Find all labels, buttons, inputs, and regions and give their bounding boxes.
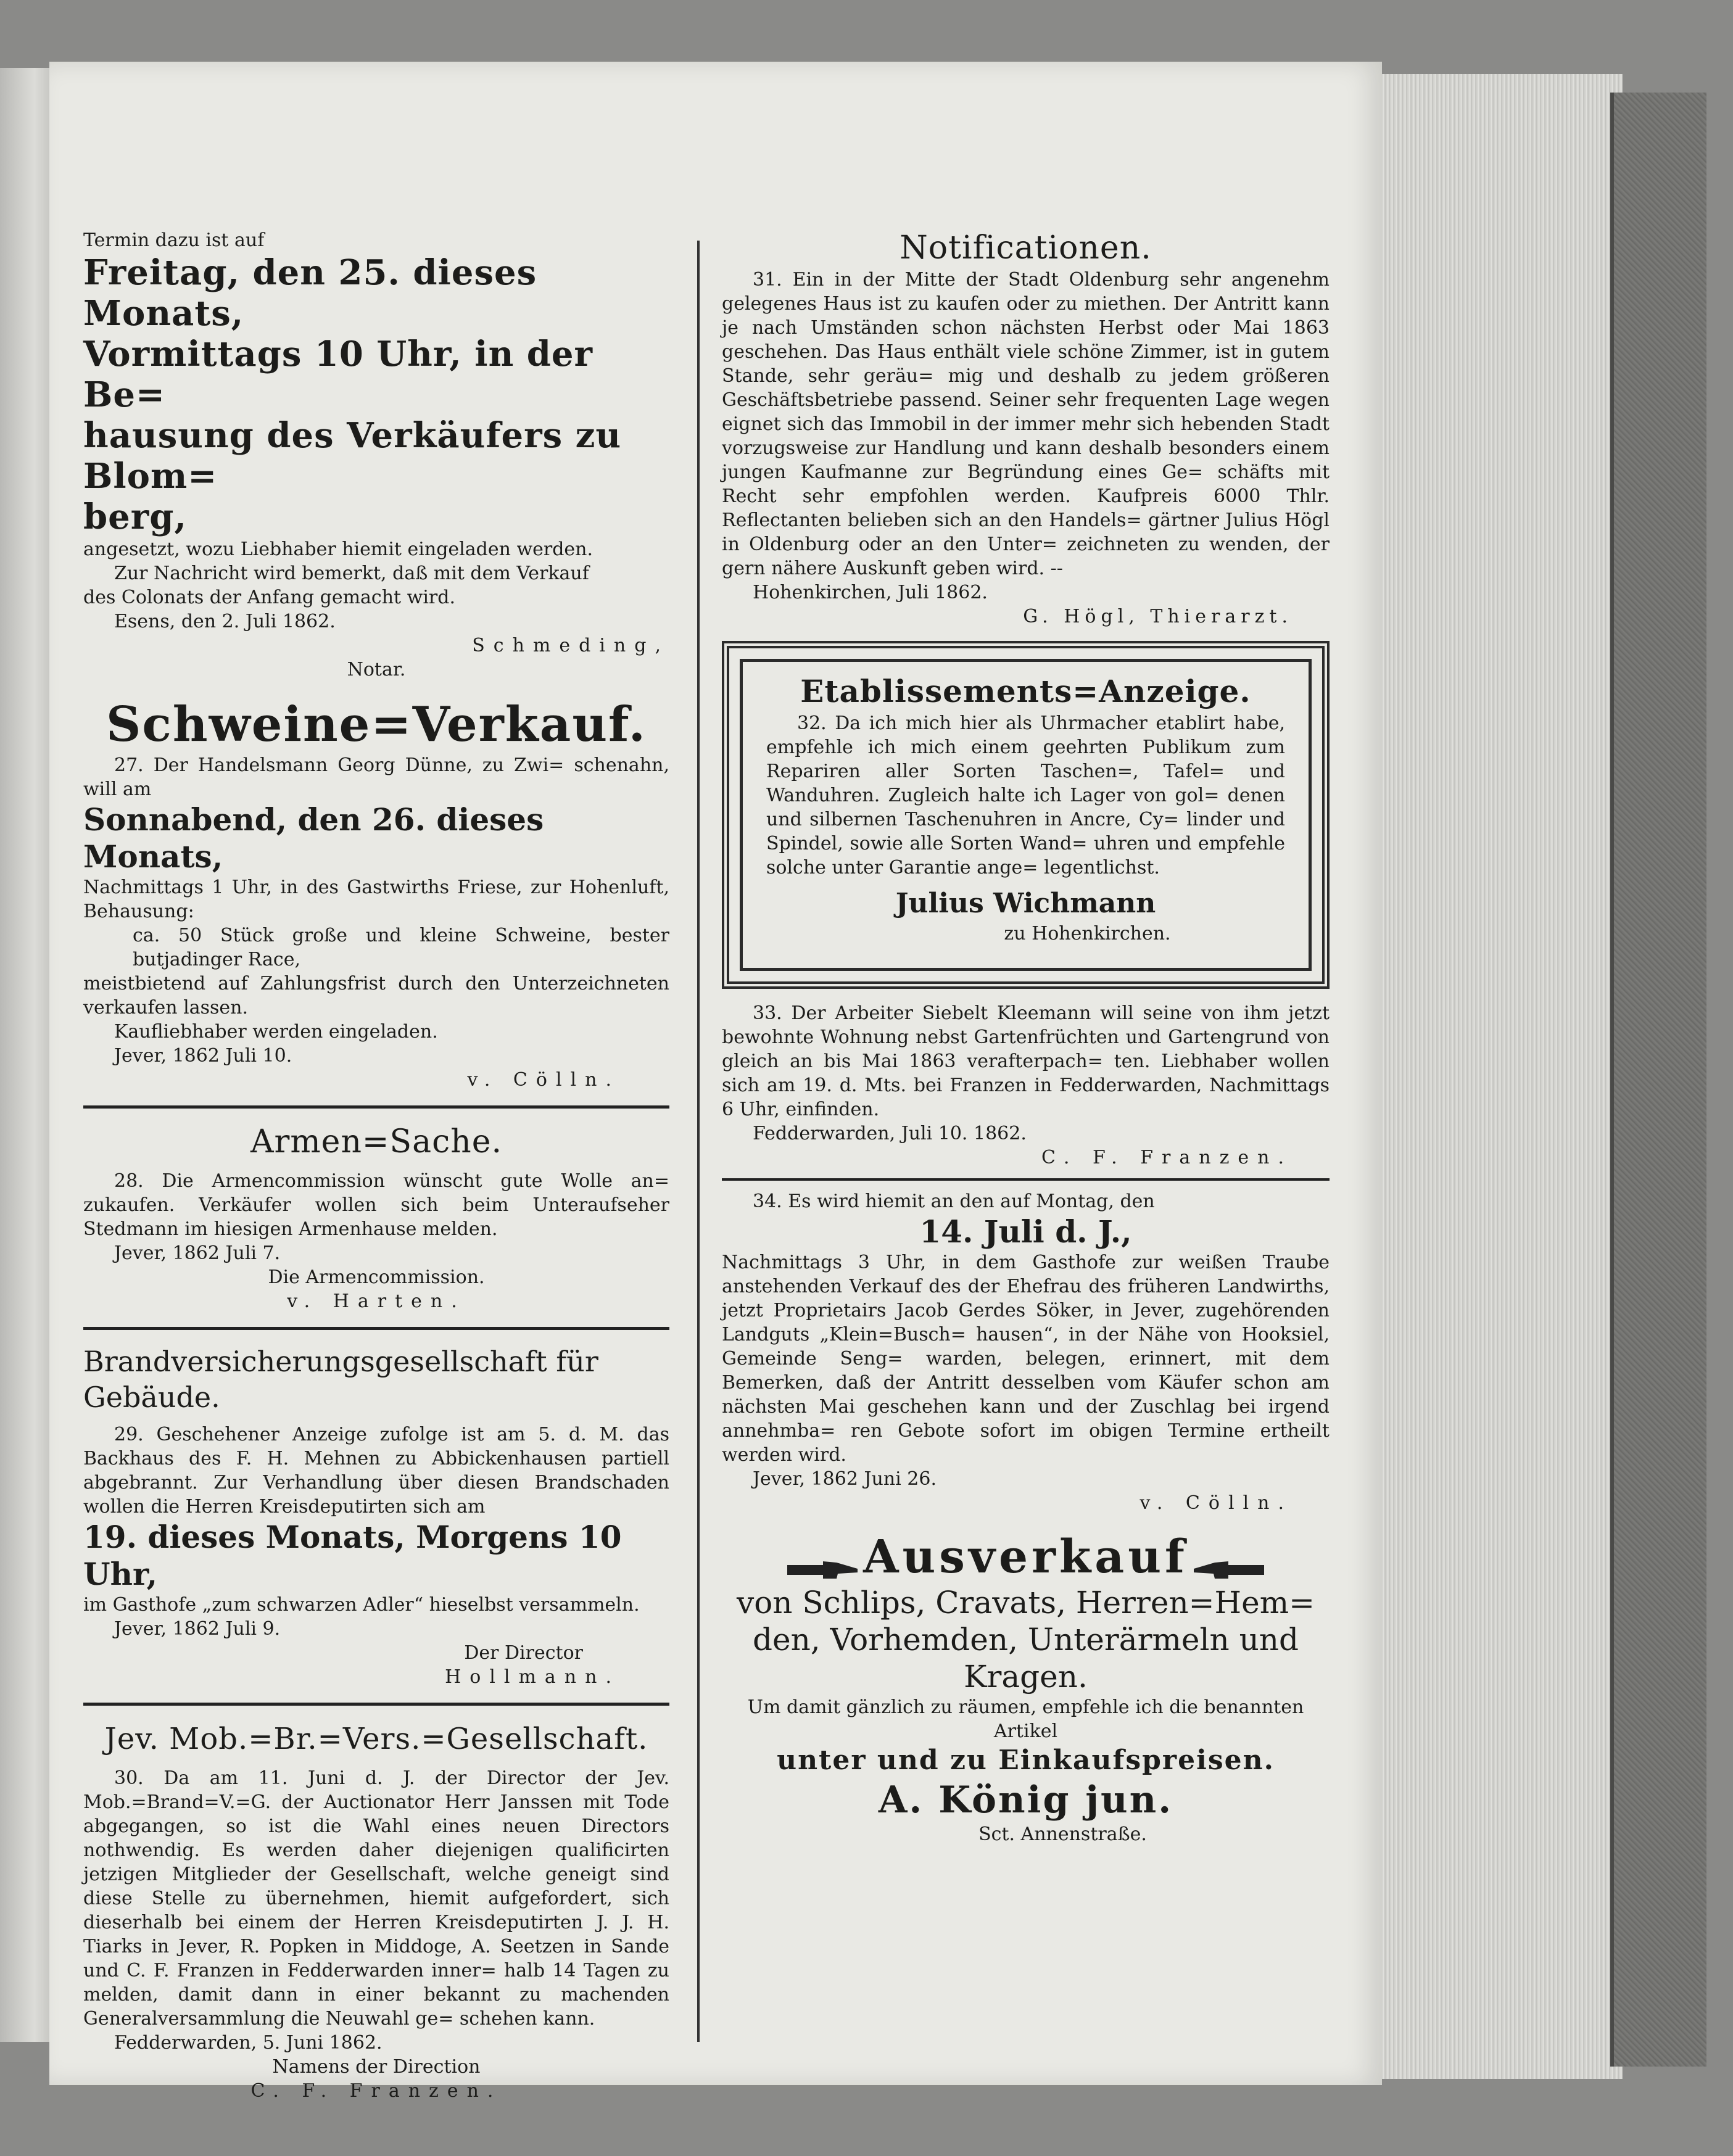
notice-notificationen: [722, 228, 1330, 629]
headline: Schweine=Verkauf.: [106, 696, 647, 753]
newspaper-page: [49, 62, 1382, 2102]
place-date: Jever, 1862 Juli 7.: [114, 1242, 281, 1264]
place-date: Fedderwarden, Juli 10. 1862.: [753, 1123, 1027, 1144]
pointing-hand-left-icon: [1191, 1556, 1265, 1584]
left-column: [83, 228, 669, 2103]
advert-line: von Schlips, Cravats, Herren=Hem=: [736, 1585, 1315, 1621]
headline: Notificationen.: [900, 229, 1152, 266]
advert-body: Um damit gänzlich zu räumen, empfehle ich die benannten Artikel: [747, 1696, 1304, 1742]
place-date: Esens, den 2. Juli 1862.: [114, 611, 336, 632]
section-rule: [722, 1178, 1330, 1181]
notice-body-line: angesetzt, wozu Liebhaber hiemit eingeladen werden.: [83, 539, 594, 560]
signer-role: Namens der Direction: [272, 2056, 481, 2078]
notice-blomberg: [83, 228, 669, 682]
signer: Julius Wichmann: [895, 888, 1156, 919]
advert-firm: A. König jun.: [878, 1778, 1173, 1822]
notice-body: 30. Da am 11. Juni d. J. der Director der Jev. Mob.=Brand=V.=G. der Auctionator Herr Janssen mit Tode abgegangen, so ist die Wahl eines neuen Directors nothwendig. Es werden daher diejenigen qualificirten jetzigen Mitglieder der Gesellschaft, welche geneigt sind diese Stelle zu übernehmen, hiemit aufgefordert, sich dieserhalb bei einem der Herren Kreisdeputirten J. J. H. Tiarks in Jever, R. Popken in Middoge, A. Seetzen in Sande und C. F. Franzen in Fedderwarden inner= halb 14 Tagen zu melden, damit dann in einer bekannt zu machenden Generalversammlung die Neuwahl ge= schehen kann.: [83, 1767, 669, 2030]
headline: Etablissements=Anzeige.: [800, 673, 1251, 709]
place-date: Hohenkirchen, Juli 1862.: [753, 582, 988, 603]
advert-price-line: unter und zu Einkaufspreisen.: [777, 1745, 1275, 1776]
place-date: Fedderwarden, 5. Juni 1862.: [114, 2032, 383, 2054]
signer: C. F. Franzen.: [1041, 1147, 1293, 1168]
notice-body: Nachmittags 3 Uhr, in dem Gasthofe zur weißen Traube anstehenden Verkauf des der Ehefrau des früheren Landwirths, jetzt Proprietairs Jacob Gerdes Söker, in Jever, zugehörenden Landguts „Klein=Busch= hausen“, in der Nähe von Hooksiel, Gemeinde Seng= warden, belegen, erinnert, mit dem Bemerken, daß der Antritt desselben vom Käufer schon am nächsten Mai geschehen kann und der Zuschlag bei irgend annehmba= ren Gebote sofort im obigen Termine ertheilt werden wird.: [722, 1252, 1330, 1466]
notice-body: im Gasthofe „zum schwarzen Adler“ hieselbst versammeln.: [83, 1594, 640, 1616]
ausverkauf-title-row: [722, 1530, 1330, 1584]
notice-intro: 27. Der Handelsmann Georg Dünne, zu Zwi= schenahn, will am: [83, 754, 669, 800]
signer-place: zu Hohenkirchen.: [1004, 923, 1171, 944]
advert-ausverkauf: [722, 1530, 1330, 1846]
sale-date: 14. Juli d. J.,: [919, 1213, 1132, 1250]
notice-body: 33. Der Arbeiter Siebelt Kleemann will seine von ihm jetzt bewohnte Wohnung nebst Gartenfrüchten und Gartengrund von gleich an bis Mai 1863 verafterpach= ten. Liebhaber wollen sich am 19. d. Mts. bei Franzen in Fedderwarden, Nachmittags 6 Uhr, einfinden.: [722, 1002, 1330, 1120]
section-rule: [83, 1327, 669, 1330]
headline: Armen=Sache.: [250, 1123, 503, 1160]
notice-body: meistbietend auf Zahlungsfrist durch den Unterzeichneten verkaufen lassen.: [83, 973, 669, 1018]
place-date: Jever, 1862 Juli 10.: [114, 1045, 292, 1067]
notice-brandversicherung: [83, 1344, 669, 1689]
sale-item: ca. 50 Stück große und kleine Schweine, bester butjadinger Race,: [133, 925, 669, 970]
notice-intro: 34. Es wird hiemit an den auf Montag, den: [753, 1191, 1155, 1212]
sale-date: Sonnabend, den 26. dieses Monats,: [83, 801, 544, 875]
advert-line: den, Vorhemden, Unterärmeln und: [752, 1622, 1299, 1658]
meeting-date: 19. dieses Monats, Morgens 10 Uhr,: [83, 1519, 622, 1592]
notice-body: Kaufliebhaber werden eingeladen.: [114, 1021, 438, 1043]
notice-intro: Termin dazu ist auf: [83, 229, 265, 251]
signer: C. F. Franzen.: [250, 2080, 502, 2102]
right-column: [722, 228, 1330, 1846]
signer: v. Harten.: [287, 1291, 466, 1312]
notice-body-line: Zur Nachricht wird bemerkt, daß mit dem Verkauf: [114, 563, 589, 584]
signer: Hollmann.: [445, 1666, 620, 1688]
page-stack-edges: [1382, 74, 1623, 2079]
notice-body: 31. Ein in der Mitte der Stadt Oldenburg sehr angenehm gelegenes Haus ist zu kaufen oder zu miethen. Der Antritt kann je nach Umständen schon nächsten Herbst oder Mai 1863 geschehen. Das Haus enthält viele schöne Zimmer, ist in gutem Stande, sehr geräu= mig und deshalb zu jedem größeren Geschäftsbetriebe passend. Seiner sehr frequenten Lage wegen eignet sich das Immobil in der immer mehr sich hebenden Stadt vorzugsweise zur Handlung und kann deshalb besonders einem jungen Kaufmanne zur Begründung eines Ge= schäfts mit Recht sehr empfohlen werden. Kaufpreis 6000 Thlr. Reflectanten belieben sich an den Handels= gärtner Julius Högl in Oldenburg oder an den Unter= zeichneten zu wenden, der gern nähere Auskunft geben wird. --: [722, 269, 1330, 579]
auction-date-line: Freitag, den 25. dieses Monats,: [83, 252, 537, 334]
notice-schweine-verkauf: [83, 696, 669, 1092]
place-date: Jever, 1862 Juni 26.: [753, 1468, 937, 1490]
advert-address: Sct. Annenstraße.: [978, 1824, 1147, 1845]
etablissement-box: [722, 641, 1330, 989]
auction-date-line: berg,: [83, 497, 187, 537]
signer: v. Cölln.: [1139, 1492, 1293, 1514]
notice-armen-sache: [83, 1122, 669, 1313]
headline: Brandversicherungsgesellschaft für Gebäude.: [83, 1345, 598, 1414]
book-cover: [1610, 93, 1706, 2067]
signer: Schmeding,: [472, 635, 669, 656]
section-rule: [83, 1105, 669, 1109]
section-rule: [83, 1703, 669, 1706]
notice-body: 28. Die Armencommission wünscht gute Wolle an= zukaufen. Verkäufer wollen sich beim Unteraufseher Stedmann im hiesigen Armenhause melden.: [83, 1170, 669, 1240]
notice-body: Nachmittags 1 Uhr, in des Gastwirths Friese, zur Hohenluft, Behausung:: [83, 877, 669, 922]
column-divider: [697, 241, 700, 2042]
notice-landgut: [722, 1189, 1330, 1515]
notice-body-line: des Colonats der Anfang gemacht wird.: [83, 587, 455, 608]
notice-kleemann: [722, 1001, 1330, 1170]
notice-body: 32. Da ich mich hier als Uhrmacher etablirt habe, empfehle ich mich einem geehrten Publikum zum Repariren aller Sorten Taschen=, Tafel= und Wanduhren. Zugleich halte ich Lager von gol= denen und silbernen Taschenuhren in Ancre, Cy= linder und Spindel, sowie alle Sorten Wand= uhren und empfehle solche unter Garantie ange= legentlichst.: [766, 712, 1285, 878]
signer-title: Notar.: [347, 659, 406, 680]
auction-date-line: hausung des Verkäufers zu Blom=: [83, 415, 622, 497]
notice-body: 29. Geschehener Anzeige zufolge ist am 5. d. M. das Backhaus des F. H. Mehnen zu Abbickenhausen partiell abgebrannt. Zur Verhandlung über diesen Brandschaden wollen die Herren Kreisdeputirten sich am: [83, 1424, 669, 1518]
signer: v. Cölln.: [467, 1069, 620, 1091]
place-date: Jever, 1862 Juli 9.: [114, 1618, 281, 1640]
advert-line: Kragen.: [964, 1659, 1088, 1695]
facing-page-edge: [0, 68, 49, 2042]
organization: Die Armencommission.: [268, 1266, 485, 1288]
notice-jev-mob: [83, 1719, 669, 2103]
signer: G. Högl, Thierarzt.: [1023, 606, 1293, 627]
signer-role: Der Director: [464, 1642, 583, 1664]
auction-date-line: Vormittags 10 Uhr, in der Be=: [83, 334, 594, 415]
advert-headline: Ausverkauf: [863, 1530, 1188, 1584]
pointing-hand-right-icon: [786, 1556, 860, 1584]
headline: Jev. Mob.=Br.=Vers.=Gesellschaft.: [104, 1722, 648, 1756]
